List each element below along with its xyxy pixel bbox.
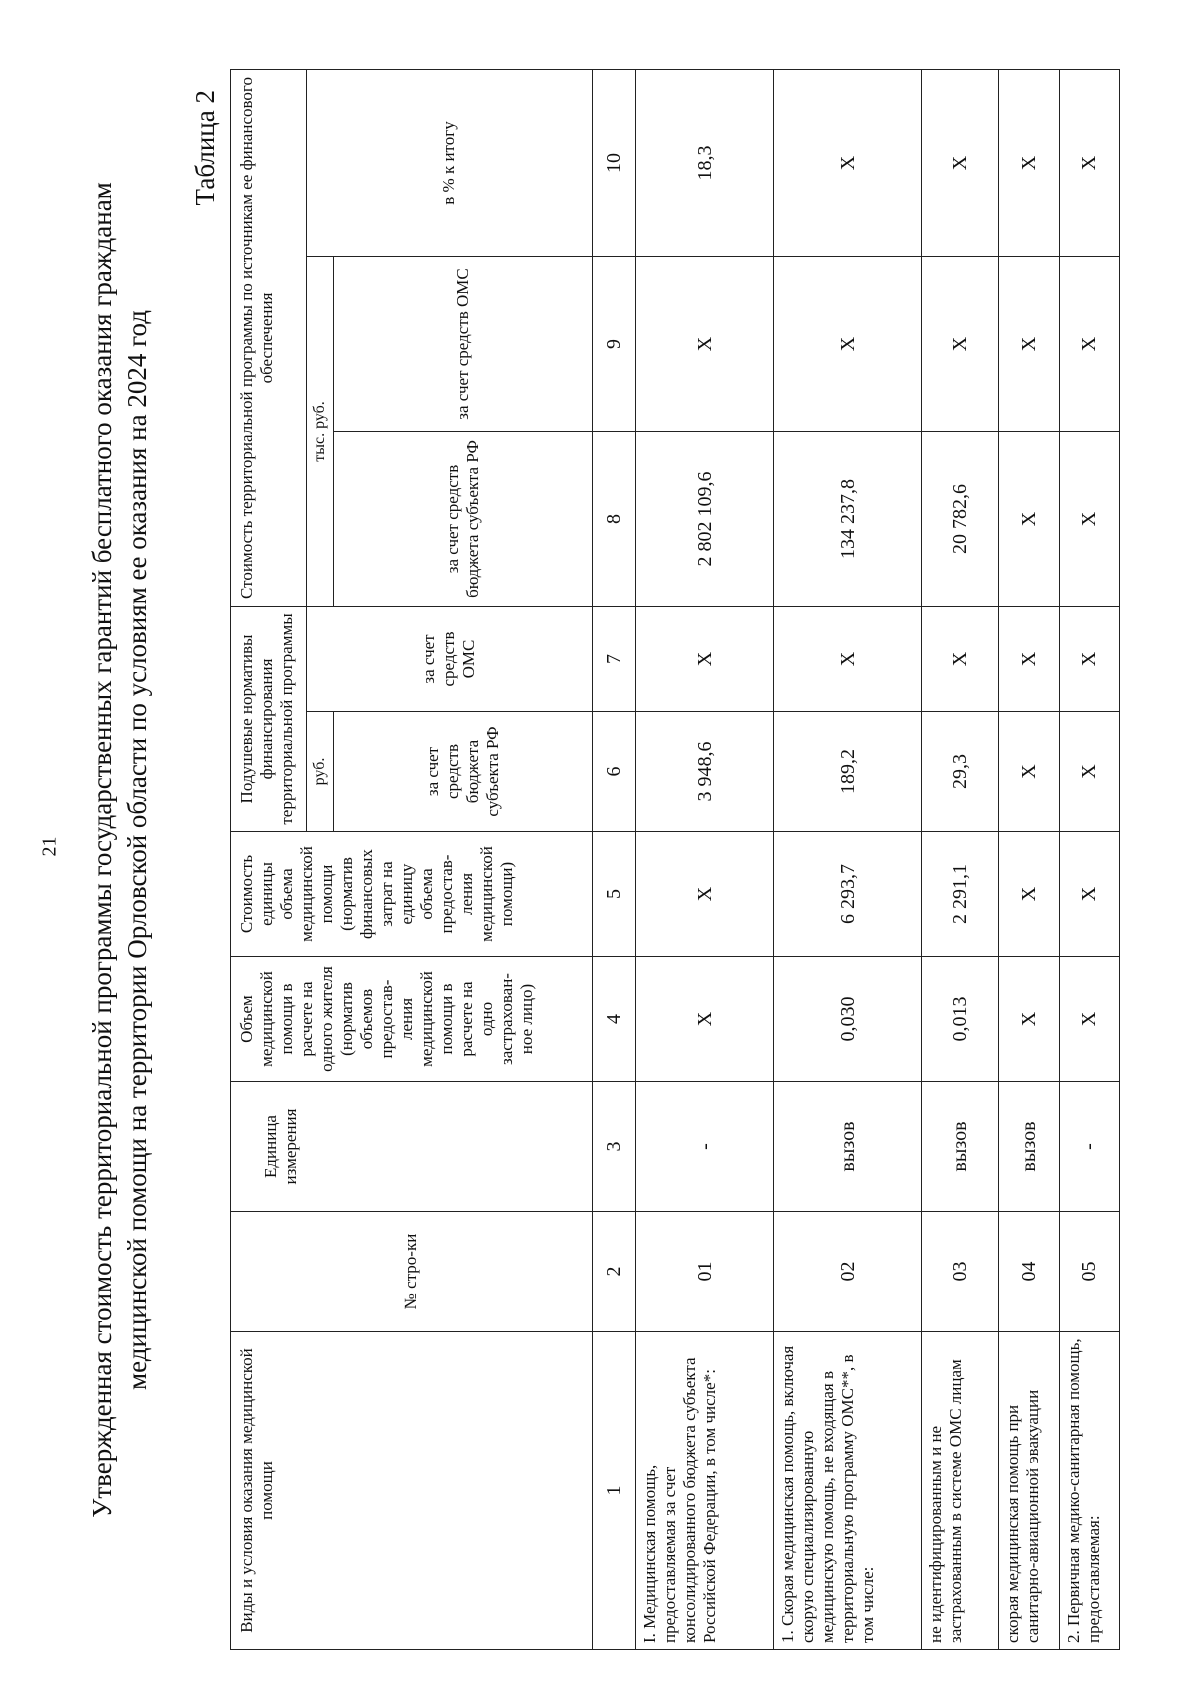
row-percent: Х (773, 69, 921, 256)
row-cost-oms: Х (1059, 256, 1119, 431)
row-unit-cost: Х (999, 832, 1059, 957)
column-number: 2 (592, 1212, 636, 1332)
header-unit-cost: Стоимость единицы объема медицинской помощи (норматив финансовых затрат на единицу объема предостав-ления медицинской помощи) (231, 832, 593, 957)
table-row (773, 69, 921, 1649)
row-norm-oms: Х (636, 606, 773, 711)
row-percent: Х (999, 69, 1059, 256)
row-norm-budget: 3 948,6 (636, 712, 773, 832)
row-unit-cost: 2 291,1 (922, 832, 999, 957)
column-number: 6 (592, 712, 636, 832)
row-norm-budget: Х (999, 712, 1059, 832)
column-number-row (592, 69, 636, 1649)
header-volume: Объем медицинской помощи в расчете на одного жителя (норматив объемов предостав-ления медицинской помощи в расчете на одно застрахован-ное лицо) (231, 957, 593, 1082)
row-volume: Х (636, 957, 773, 1082)
row-line-number: 03 (922, 1212, 999, 1332)
row-unit: вызов (999, 1082, 1059, 1212)
row-norm-oms: Х (999, 606, 1059, 711)
column-number: 9 (592, 256, 636, 431)
column-number: 7 (592, 606, 636, 711)
row-norm-budget: 189,2 (773, 712, 921, 832)
header-unit: Единица измерения (231, 1082, 593, 1212)
row-cost-budget: 134 237,8 (773, 431, 921, 606)
row-norm-oms: Х (773, 606, 921, 711)
column-number: 4 (592, 957, 636, 1082)
header-percent: в % к итогу (306, 69, 592, 256)
row-line-number: 04 (999, 1212, 1059, 1332)
row-name: скорая медицинская помощь при санитарно-авиационной эвакуации (999, 1332, 1059, 1650)
header-program-cost: Стоимость территориальной программы по источникам ее финансового обеспечения (231, 69, 307, 606)
row-cost-budget: 2 802 109,6 (636, 431, 773, 606)
row-name: 1. Скорая медицинская помощь, включая скорую специализированную медицинскую помощь, не входящая в территориальную программу ОМС**, в том числе: (773, 1332, 921, 1650)
row-name: не идентифицированным и не застрахованным в системе ОМС лицам (922, 1332, 999, 1650)
row-name: 2. Первичная медико-санитарная помощь, предоставляемая: (1059, 1332, 1119, 1650)
row-norm-oms: Х (922, 606, 999, 711)
row-cost-budget: Х (1059, 431, 1119, 606)
title-line-2: медицинской помощи на территории Орловской области по условиям ее оказания на 2024 год (122, 310, 152, 1390)
column-number: 5 (592, 832, 636, 957)
table-row (636, 69, 773, 1649)
column-number: 1 (592, 1332, 636, 1650)
row-unit-cost: Х (636, 832, 773, 957)
rotated-page-content (80, 50, 1125, 1650)
row-line-number: 01 (636, 1212, 773, 1332)
row-name: I. Медицинская помощь, предоставляемая за счет консолидированного бюджета субъекта Российской Федерации, в том числе*: (636, 1332, 773, 1650)
header-per-capita-norms: Подушевые нормативы финансирования территориальной программы (231, 606, 307, 831)
row-volume: 0,030 (773, 957, 921, 1082)
page-number: 21 (38, 836, 61, 857)
column-number: 10 (592, 69, 636, 256)
row-cost-oms: Х (999, 256, 1059, 431)
header-rub-unit: руб. (306, 712, 333, 832)
row-norm-budget: Х (1059, 712, 1119, 832)
column-number: 3 (592, 1082, 636, 1212)
row-norm-budget: 29,3 (922, 712, 999, 832)
row-percent: Х (1059, 69, 1119, 256)
header-line-number: № стро-ки (231, 1212, 593, 1332)
row-cost-budget: Х (999, 431, 1059, 606)
row-unit: вызов (922, 1082, 999, 1212)
title-line-1: Утвержденная стоимость территориальной программы государственных гарантий бесплатного оказания гражданам (87, 182, 117, 1518)
row-unit: - (636, 1082, 773, 1212)
row-unit: - (1059, 1082, 1119, 1212)
row-norm-oms: Х (1059, 606, 1119, 711)
header-row-1 (231, 69, 307, 1649)
column-number: 8 (592, 431, 636, 606)
header-kinds: Виды и условия оказания медицинской помощи (231, 1332, 593, 1650)
row-unit-cost: Х (1059, 832, 1119, 957)
row-line-number: 05 (1059, 1212, 1119, 1332)
cost-table (230, 69, 1120, 1650)
table-row (999, 69, 1059, 1649)
row-unit: вызов (773, 1082, 921, 1212)
row-volume: 0,013 (922, 957, 999, 1082)
row-volume: Х (1059, 957, 1119, 1082)
header-cost-oms: за счет средств ОМС (334, 256, 592, 431)
row-cost-oms: Х (773, 256, 921, 431)
row-cost-oms: Х (636, 256, 773, 431)
row-cost-budget: 20 782,6 (922, 431, 999, 606)
row-percent: 18,3 (636, 69, 773, 256)
table-caption: Таблица 2 (190, 90, 220, 206)
row-percent: Х (922, 69, 999, 256)
row-unit-cost: 6 293,7 (773, 832, 921, 957)
header-norms-oms: за счет средств ОМС (306, 606, 592, 711)
table-row (922, 69, 999, 1649)
header-cost-budget: за счет средств бюджета субъекта РФ (334, 431, 592, 606)
row-cost-oms: Х (922, 256, 999, 431)
table-row (1059, 69, 1119, 1649)
header-thousand-rub-unit: тыс. руб. (306, 256, 333, 606)
document-title (85, 50, 155, 1650)
header-norms-budget: за счет средств бюджета субъекта РФ (334, 712, 592, 832)
row-line-number: 02 (773, 1212, 921, 1332)
row-volume: Х (999, 957, 1059, 1082)
